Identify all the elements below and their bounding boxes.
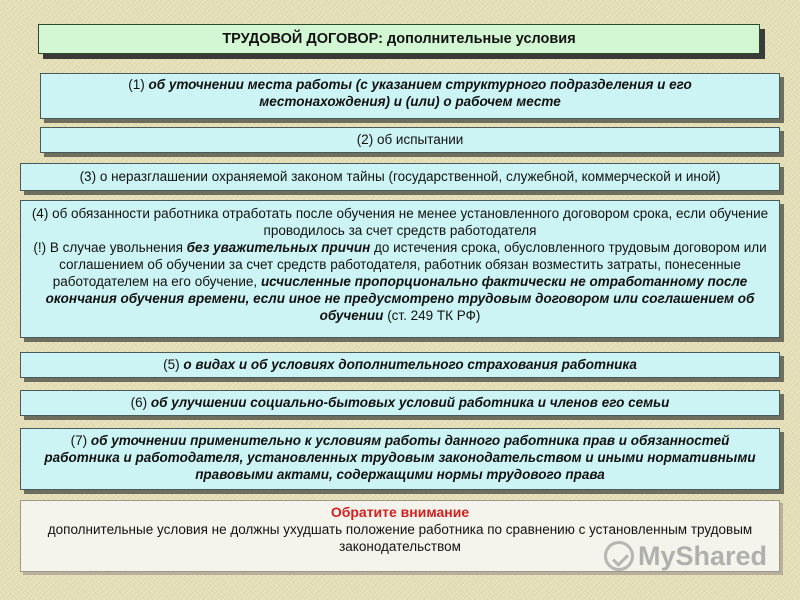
watermark-logo-icon (604, 541, 634, 571)
note-prefix: (!) В случае увольнения (33, 240, 187, 255)
note-italic: исчисленные пропорционально фактически не отработанному после окончания обучения времени, если иное не предусмотрено трудовым договором или соглашением об обучении (45, 274, 755, 323)
page-title (38, 24, 760, 54)
condition-text: об обязанности работника отработать после обучения не менее установленного договором срока, если обучение проводилось за счет средств работодателя (52, 206, 769, 238)
condition-number: (1) (128, 77, 149, 92)
note-suffix: (ст. 249 ТК РФ) (383, 308, 481, 323)
condition-number: (7) (70, 433, 91, 448)
condition-1 (40, 73, 780, 119)
title-rest: дополнительные условия (383, 31, 576, 47)
condition-2 (40, 127, 780, 153)
note-mid: до истечения срока, обусловленного трудовым договором или соглашением об обучении за счет средств работодателя, работник обязан возместить затраты, понесенные работодателем на его обучение, (52, 240, 767, 289)
condition-text: об уточнении места работы (с указанием структурного подразделения и его местонахождения) и (или) о рабочем месте (148, 77, 692, 109)
condition-6 (20, 390, 780, 416)
note-bold: без уважительных причин (186, 240, 371, 255)
condition-number: (3) (79, 169, 100, 184)
condition-number: (4) (31, 206, 53, 221)
condition-number: (6) (130, 395, 151, 410)
notice-text: дополнительные условия не должны ухудшать положение работника по сравнению с установленным трудовым законодательством (47, 522, 753, 554)
watermark-text: MyShared (638, 540, 768, 571)
condition-3 (20, 163, 780, 191)
condition-number: (5) (163, 357, 184, 372)
condition-text: о видах и об условиях дополнительного страхования работника (183, 357, 637, 372)
condition-text: о неразглашении охраняемой законом тайны (государственной, служебной, коммерческой и иной) (99, 169, 721, 184)
condition-text: об уточнении применительно к условиям работы данного работника прав и обязанностей работника и работодателя, установленных трудовым законодательством и иными нормативными правовыми актами, содержащими нормы трудового права (44, 433, 756, 482)
condition-text: об испытании (376, 132, 464, 147)
title-caps: ТРУДОВОЙ ДОГОВОР: (222, 31, 383, 47)
condition-number: (2) (356, 132, 377, 147)
condition-text: об улучшении социально-бытовых условий работника и членов его семьи (150, 395, 670, 410)
condition-7 (20, 428, 780, 490)
condition-4 (20, 200, 780, 338)
notice-heading: Обратите внимание (330, 504, 470, 520)
watermark (604, 536, 784, 576)
condition-5 (20, 352, 780, 378)
